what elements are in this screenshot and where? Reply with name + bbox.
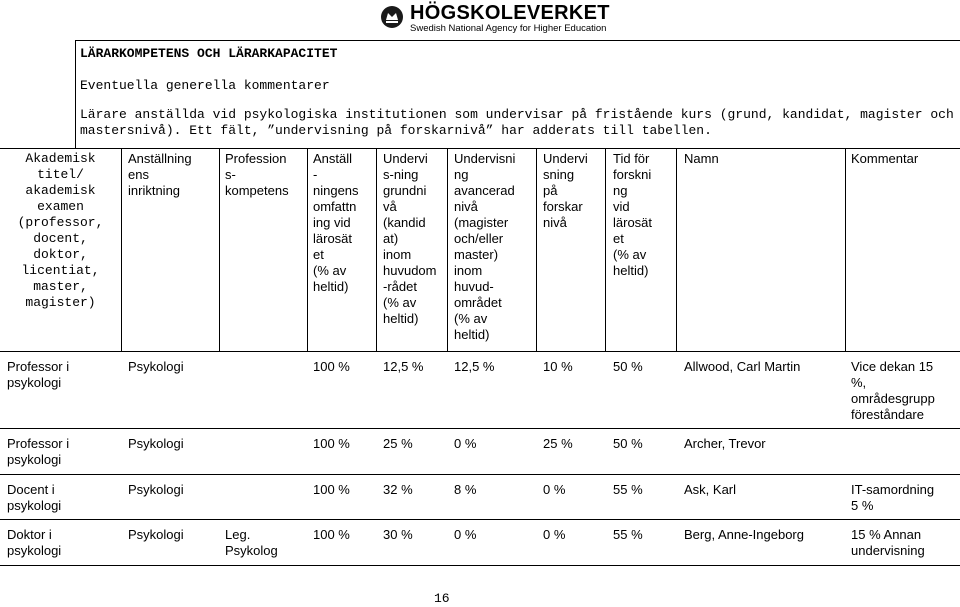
- header-inriktning: Anställning ens inriktning: [128, 151, 192, 198]
- row-1-omfattning: 100 %: [313, 359, 350, 374]
- row-3-forskning: 55 %: [613, 482, 643, 497]
- row-2-border: [0, 474, 960, 475]
- row-1-title: Professor i psykologi: [7, 359, 70, 390]
- row-2-omfattning: 100 %: [313, 436, 350, 451]
- comment-label: Eventuella generella kommentarer: [80, 78, 330, 93]
- row-4-inriktning: Psykologi: [128, 527, 184, 542]
- row-3-namn: Ask, Karl: [684, 482, 737, 497]
- col-divider-4: [376, 148, 377, 351]
- header-omfattning: Anställ - ningens omfattn ing vid lärosät et (% av heltid): [313, 151, 359, 294]
- header-tid-for-forskning: Tid för forskni ng vid lärosät et (% av heltid): [613, 151, 653, 278]
- table-top-border: [0, 148, 960, 149]
- row-3-title: Docent i psykologi: [7, 482, 62, 513]
- crown-icon: [380, 4, 404, 30]
- row-3-avancerad: 8 %: [454, 482, 477, 497]
- header-professionskompetens: Profession s- kompetens: [225, 151, 289, 198]
- section-heading: LÄRARKOMPETENS OCH LÄRARKAPACITET: [80, 46, 338, 61]
- col-divider-1: [121, 148, 122, 351]
- page-number: 16: [434, 591, 450, 606]
- header-grundniva: Undervi s-ning grundni vå (kandid at) inom huvudom -rådet (% av heltid): [383, 151, 437, 326]
- intro-line-2: mastersnivå). Ett fält, ”undervisning på forskarnivå” har adderats till tabellen.: [80, 123, 712, 138]
- header-akademisk-titel: Akademisk titel/ akademisk examen (professor, docent, doktor, licentiat, master, magister): [17, 151, 104, 310]
- row-1-grundniva: 12,5 %: [383, 359, 424, 374]
- row-1-kommentar: Vice dekan 15 %, områdesgrupp föreståndare: [851, 359, 935, 422]
- row-4-forskarniva: 0 %: [543, 527, 566, 542]
- row-3-forskarniva: 0 %: [543, 482, 566, 497]
- row-1-border: [0, 428, 960, 429]
- intro-line-1: Lärare anställda vid psykologiska institutionen som undervisar på fristående kurs (grund, kandidat, magister och: [80, 107, 954, 122]
- row-2-forskning: 50 %: [613, 436, 643, 451]
- header-box-top-border: [75, 40, 960, 41]
- col-divider-8: [676, 148, 677, 351]
- row-2-title: Professor i psykologi: [7, 436, 70, 467]
- header-namn: Namn: [684, 151, 719, 166]
- row-3-omfattning: 100 %: [313, 482, 350, 497]
- col-divider-6: [536, 148, 537, 351]
- hogskoleverket-logo: [380, 2, 610, 38]
- header-kommentar: Kommentar: [851, 151, 919, 166]
- col-divider-5: [447, 148, 448, 351]
- col-divider-2: [219, 148, 220, 351]
- row-3-kommentar: IT-samordning 5 %: [851, 482, 935, 513]
- row-1-namn: Allwood, Carl Martin: [684, 359, 801, 374]
- col-divider-7: [605, 148, 606, 351]
- header-forskarniva: Undervi sning på forskar nivå: [543, 151, 588, 230]
- header-box-left-border: [75, 40, 76, 148]
- row-4-omfattning: 100 %: [313, 527, 350, 542]
- table-bottom-border: [0, 565, 960, 566]
- row-3-grundniva: 32 %: [383, 482, 413, 497]
- row-4-kommentar: 15 % Annan undervisning: [851, 527, 925, 558]
- row-1-forskning: 50 %: [613, 359, 643, 374]
- row-3-inriktning: Psykologi: [128, 482, 184, 497]
- row-1-avancerad: 12,5 %: [454, 359, 495, 374]
- col-divider-9: [845, 148, 846, 351]
- row-4-grundniva: 30 %: [383, 527, 413, 542]
- row-4-namn: Berg, Anne-Ingeborg: [684, 527, 804, 542]
- row-4-title: Doktor i psykologi: [7, 527, 62, 558]
- row-2-inriktning: Psykologi: [128, 436, 184, 451]
- row-2-forskarniva: 25 %: [543, 436, 573, 451]
- header-row-border: [0, 351, 960, 352]
- row-4-forskning: 55 %: [613, 527, 643, 542]
- row-2-avancerad: 0 %: [454, 436, 477, 451]
- row-4-profession: Leg. Psykolog: [225, 527, 278, 558]
- row-1-forskarniva: 10 %: [543, 359, 573, 374]
- logo-subtitle: Swedish National Agency for Higher Education: [410, 23, 607, 34]
- header-avancerad-niva: Undervisni ng avancerad nivå (magister och/eller master) inom huvud- området (% av heltid): [454, 151, 516, 342]
- row-2-grundniva: 25 %: [383, 436, 413, 451]
- logo-name: HÖGSKOLEVERKET: [410, 2, 610, 24]
- row-1-inriktning: Psykologi: [128, 359, 184, 374]
- row-2-namn: Archer, Trevor: [684, 436, 766, 451]
- row-4-avancerad: 0 %: [454, 527, 477, 542]
- col-divider-3: [307, 148, 308, 351]
- row-3-border: [0, 519, 960, 520]
